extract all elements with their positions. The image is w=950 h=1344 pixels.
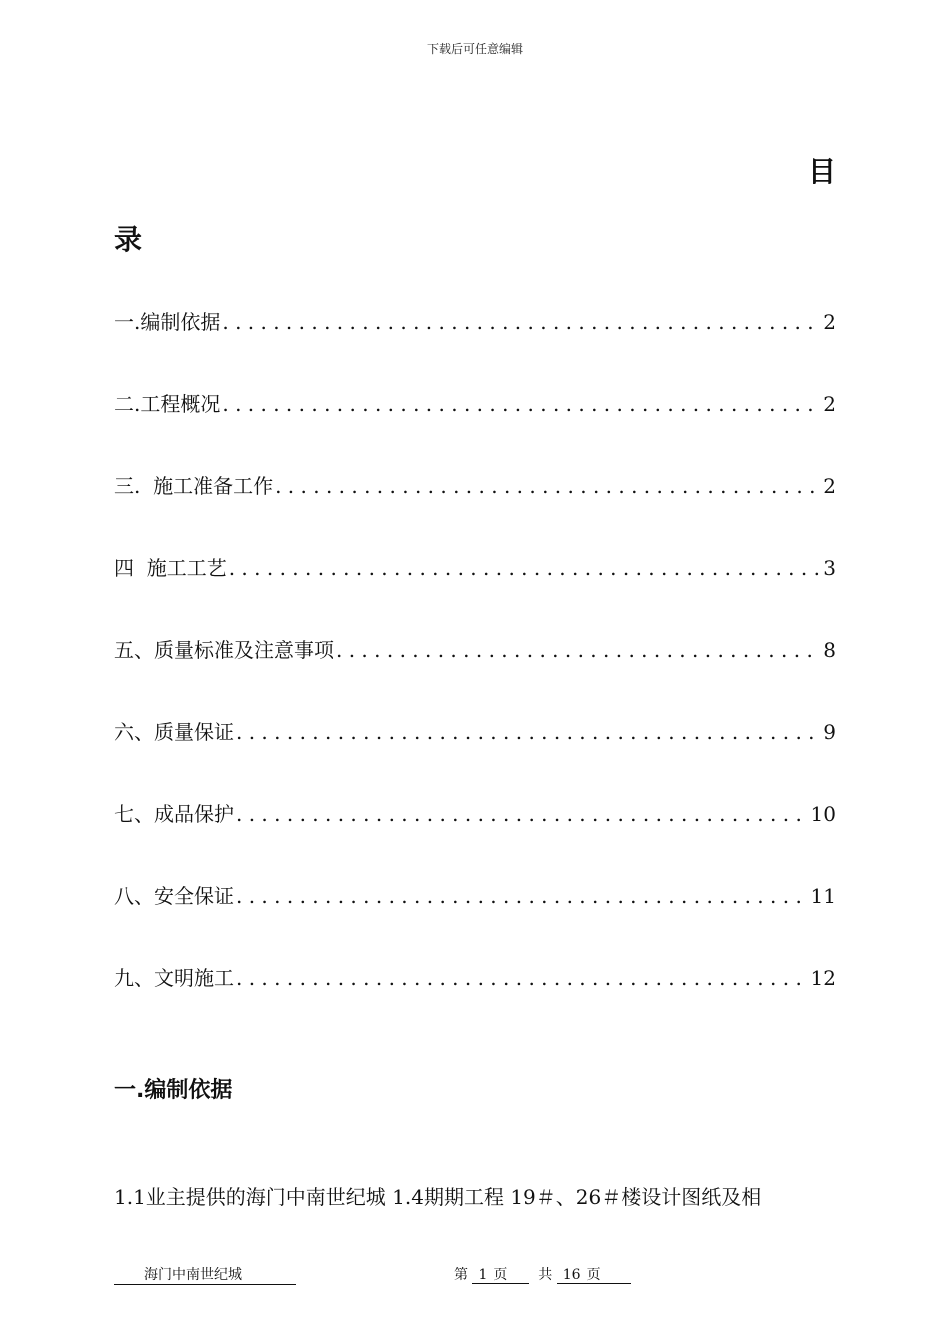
- toc-entry-label: 一.编制依据: [114, 310, 221, 334]
- footer-page-indicator: [454, 1264, 631, 1284]
- footer-page-suffix: 页: [493, 1267, 529, 1284]
- toc-entry-page: 2: [823, 474, 836, 498]
- toc-entry-page: 8: [823, 638, 836, 662]
- toc-entry[interactable]: [114, 716, 836, 798]
- toc-entry[interactable]: [114, 798, 836, 880]
- toc-entry-page: 2: [823, 392, 836, 416]
- footer-project-name: 海门中南世纪城: [114, 1264, 296, 1285]
- toc-entry-label: 五、质量标准及注意事项: [114, 638, 334, 662]
- toc-entry-page: 10: [810, 802, 836, 826]
- toc-dot-leader: [236, 966, 807, 990]
- toc-entry-label: 七、成品保护: [114, 802, 234, 826]
- page-header: 下载后可任意编辑: [426, 42, 523, 56]
- toc-dot-leader: [336, 638, 819, 662]
- toc-entry[interactable]: [114, 470, 836, 552]
- footer-page-number: 1: [472, 1267, 493, 1284]
- toc-entry[interactable]: [114, 306, 836, 388]
- toc-entry[interactable]: [114, 634, 836, 716]
- toc-title-part1: 目: [808, 155, 837, 188]
- toc-entry-label: 四 施工工艺: [114, 556, 227, 580]
- toc-title-part2: 录: [114, 223, 143, 256]
- toc-dot-leader: [236, 802, 807, 826]
- toc-entry-page: 2: [823, 310, 836, 334]
- section-heading: 一.编制依据: [114, 1078, 233, 1103]
- toc-dot-leader: [229, 556, 820, 580]
- table-of-contents: [114, 306, 836, 1044]
- toc-entry-label: 九、文明施工: [114, 966, 234, 990]
- toc-entry[interactable]: [114, 552, 836, 634]
- footer-total-prefix: 共: [538, 1267, 553, 1283]
- footer-total-number: 16: [557, 1267, 587, 1284]
- toc-dot-leader: [236, 720, 819, 744]
- toc-entry-label: 六、质量保证: [114, 720, 234, 744]
- toc-entry-page: 9: [823, 720, 836, 744]
- footer-page-prefix: 第: [454, 1267, 468, 1283]
- footer-total-suffix: 页: [587, 1267, 631, 1284]
- toc-entry-page: 12: [810, 966, 836, 990]
- toc-dot-leader: [236, 884, 807, 908]
- toc-entry[interactable]: [114, 880, 836, 962]
- toc-dot-leader: [222, 392, 819, 416]
- toc-entry-label: 八、安全保证: [114, 884, 234, 908]
- toc-entry-label: 三. 施工准备工作: [114, 474, 274, 498]
- toc-entry-page: 3: [823, 556, 836, 580]
- toc-dot-leader: [222, 310, 819, 334]
- body-paragraph: 1.1业主提供的海门中南世纪城 1.4期期工程 19＃、26＃楼设计图纸及相: [114, 1185, 762, 1209]
- toc-entry-page: 11: [810, 884, 836, 908]
- toc-entry-label: 二.工程概况: [114, 392, 221, 416]
- toc-dot-leader: [275, 474, 819, 498]
- toc-entry[interactable]: [114, 962, 836, 1044]
- toc-entry[interactable]: [114, 388, 836, 470]
